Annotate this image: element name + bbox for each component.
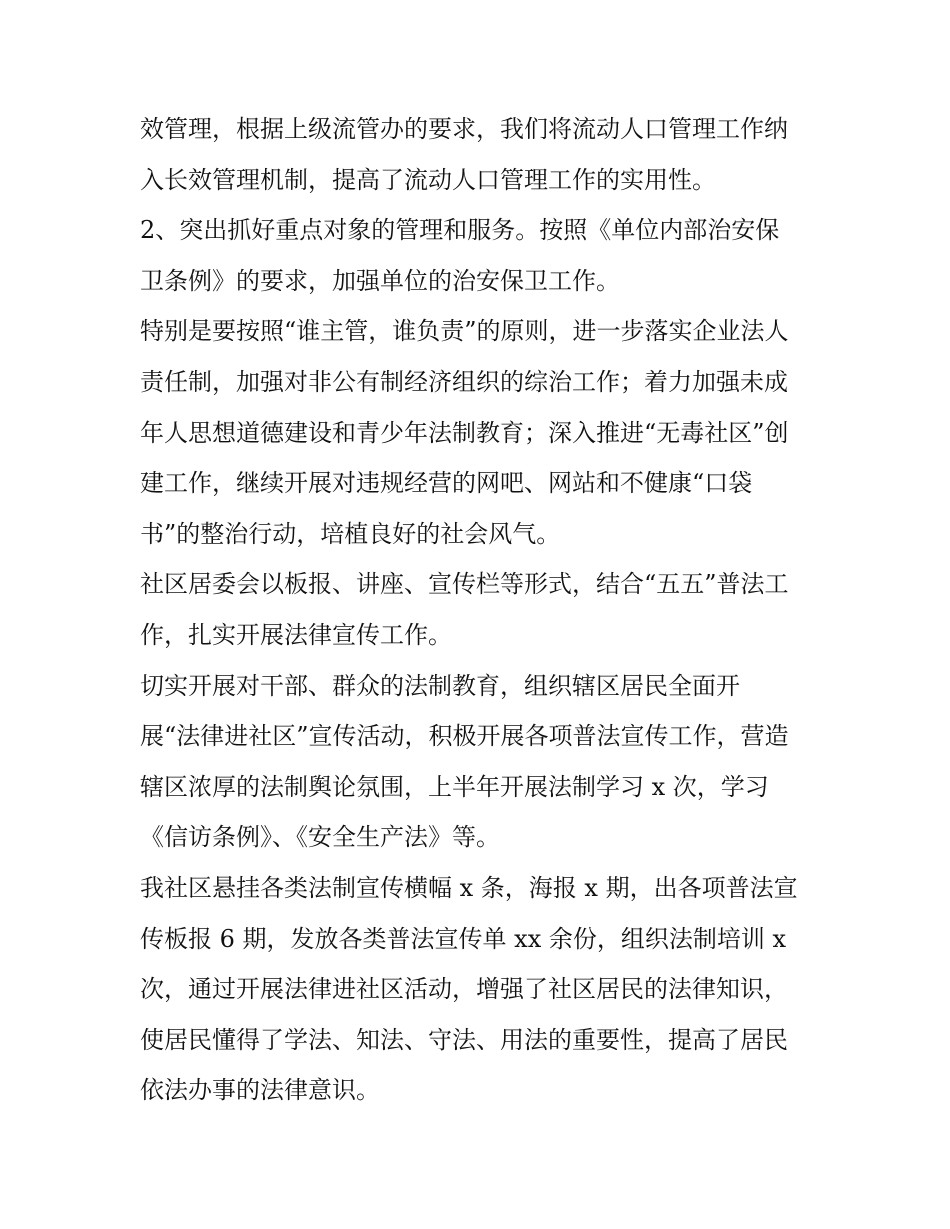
text-line: 切实开展对干部、群众的法制教育，组织辖区居民全面开 (140, 671, 740, 700)
text-line: 年人思想道德建设和青少年法制教育；深入推进“无毒社区”创 (140, 418, 789, 447)
body-text (140, 104, 820, 1116)
text-line: 传板报 6 期，发放各类普法宣传单 xx 余份，组织法制培训 x (140, 924, 787, 953)
text-line: 作，扎实开展法律宣传工作。 (140, 620, 452, 649)
text-line: 效管理，根据上级流管办的要求，我们将流动人口管理工作纳 (140, 115, 788, 143)
text-line: 入长效管理机制，提高了流动人口管理工作的实用性。 (140, 165, 716, 194)
text-line: 建工作，继续开展对违规经营的网吧、网站和不健康“口袋 (140, 469, 753, 498)
text-line: 使居民懂得了学法、知法、守法、用法的重要性，提高了居民 (140, 1025, 788, 1054)
text-line: 责任制，加强对非公有制经济组织的综治工作；着力加强未成 (140, 367, 788, 396)
text-line: 展“法律进社区”宣传活动，积极开展各项普法宣传工作，营造 (140, 722, 789, 751)
text-line: 2、突出抓好重点对象的管理和服务。按照《单位内部治安保 (140, 216, 780, 245)
text-line: 辖区浓厚的法制舆论氛围，上半年开展法制学习 x 次，学习 (140, 772, 769, 801)
text-line: 特别是要按照“谁主管，谁负责”的原则，进一步落实企业法人 (140, 317, 789, 346)
text-line: 社区居委会以板报、讲座、宣传栏等形式，结合“五五”普法工 (140, 570, 789, 599)
text-line: 我社区悬挂各类法制宣传横幅 x 条，海报 x 期，出各项普法宣 (140, 873, 798, 902)
text-line: 卫条例》的要求，加强单位的治安保卫工作。 (140, 266, 620, 295)
text-line: 依法办事的法律意识。 (140, 1076, 380, 1105)
text-line: 《信访条例》、《安全生产法》等。 (140, 823, 500, 852)
text-line: 书”的整治行动，培植良好的社会风气。 (140, 519, 561, 548)
text-line: 次，通过开展法律进社区活动，增强了社区居民的法律知识， (140, 975, 788, 1004)
